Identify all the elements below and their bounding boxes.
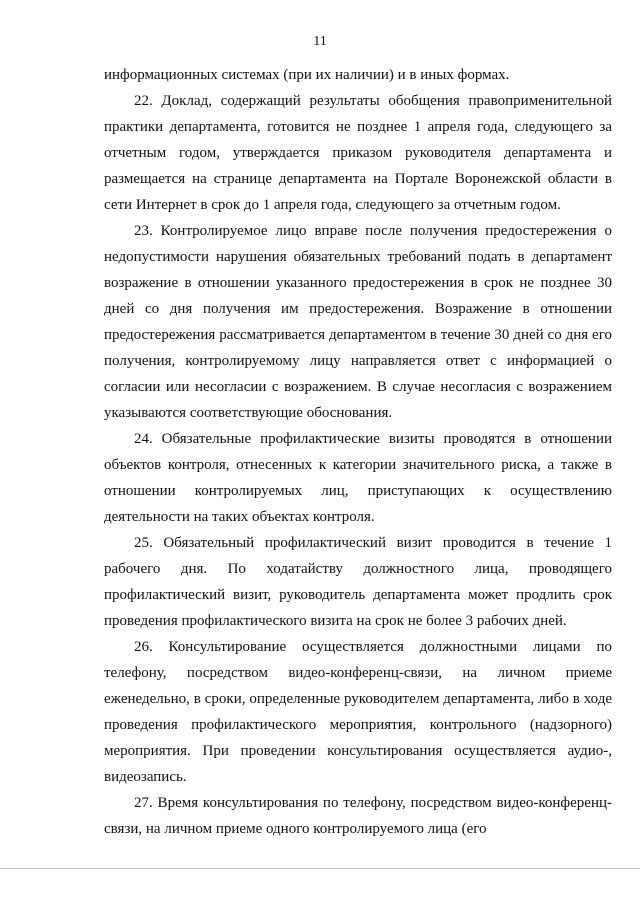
paragraph-25: 25. Обязательный профилактический визит проводится в течение 1 рабочего дня. По ходатайству должностного лица, проводящего профилактический визит, руководитель департамента может продлить срок проведения профилактического визита на срок не более 3 рабочих дней. (104, 535, 612, 629)
paragraph-continuation: информационных системах (при их наличии) и в иных формах. (104, 67, 510, 83)
paragraph-22: 22. Доклад, содержащий результаты обобщения правоприменительной практики департамента, готовится не позднее 1 апреля года, следующего за отчетным годом, утверждается приказом руководителя департамента и размещается на странице департамента на Портале Воронежской области в сети Интернет в срок до 1 апреля года, следующего за отчетным годом. (104, 93, 612, 213)
page-bottom-divider (0, 868, 640, 869)
paragraph-27: 27. Время консультирования по телефону, посредством видео-конференц-связи, на личном приеме одного контролируемого лица (его (104, 795, 612, 837)
paragraph-23: 23. Контролируемое лицо вправе после получения предостережения о недопустимости нарушения обязательных требований подать в департамент возражение в отношении указанного предостережения в срок не позднее 30 дней со дня получения им предостережения. Возражение в отношении предостережения рассматривается департаментом в течение 30 дней со дня его получения, контролируемому лицу направляется ответ с информацией о согласии или несогласии с возражением. В случае несогласия с возражением указываются соответствующие обоснования. (104, 223, 612, 421)
paragraph-24: 24. Обязательные профилактические визиты проводятся в отношении объектов контроля, отнесенных к категории значительного риска, а также в отношении контролируемых лиц, приступающих к осуществлению деятельности на таких объектах контроля. (104, 431, 612, 525)
page-number: 11 (313, 34, 327, 49)
document-body (104, 62, 612, 842)
paragraph-26: 26. Консультирование осуществляется должностными лицами по телефону, посредством видео-конференц-связи, на личном приеме еженедельно, в сроки, определенные руководителем департамента, либо в ходе проведения профилактического мероприятия, контрольного (надзорного) мероприятия. При проведении консультирования осуществляется аудио-, видеозапись. (104, 639, 612, 785)
